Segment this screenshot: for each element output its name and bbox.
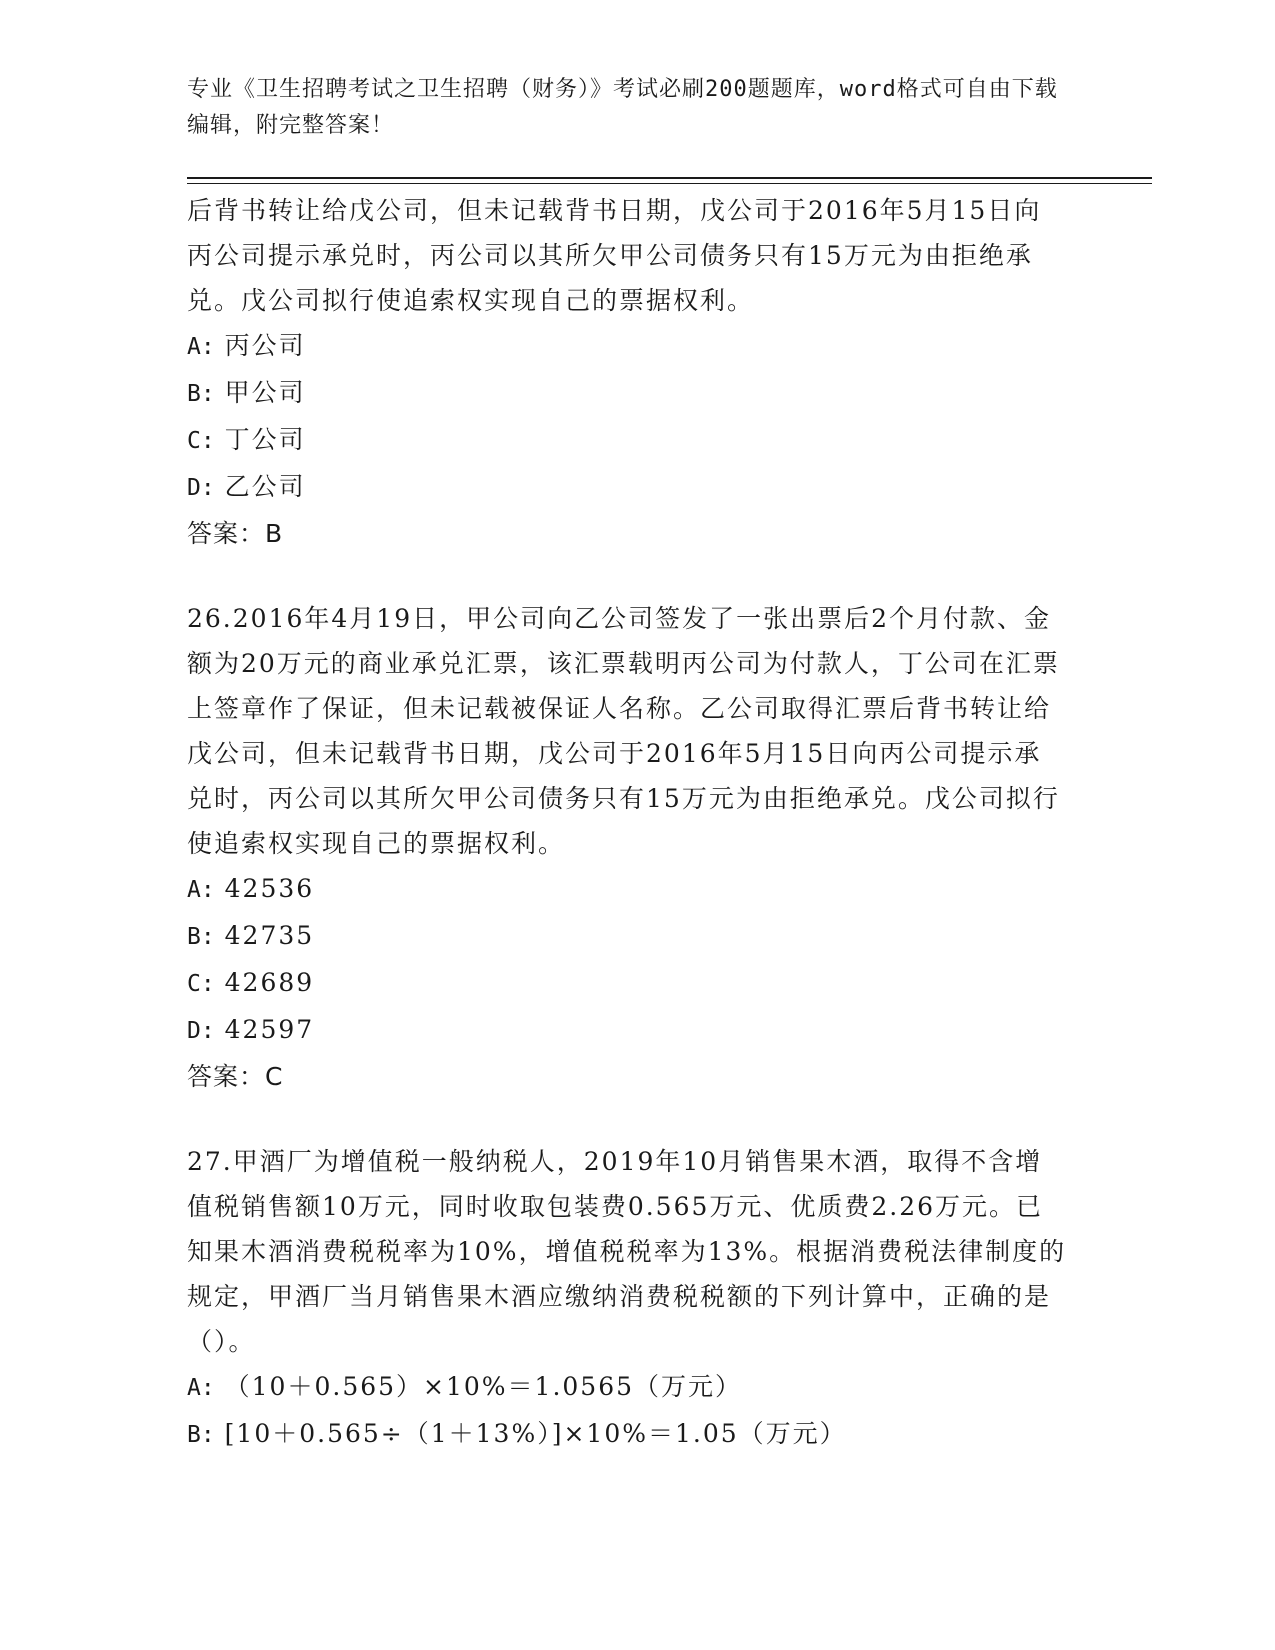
question-block xyxy=(187,188,1067,556)
option-a xyxy=(187,866,1067,913)
question-text: 后背书转让给戊公司，但未记载背书日期，戊公司于2016年5月15日向丙公司提示承兑时，丙公司以其所欠甲公司债务只有15万元为由拒绝承兑。戊公司拟行使追索权实现自己的票据权利。 xyxy=(187,196,1042,315)
option-label: B: xyxy=(187,924,215,950)
option-a xyxy=(187,323,1067,370)
option-text: 丙公司 xyxy=(224,331,306,360)
option-label: A: xyxy=(187,334,215,360)
option-d xyxy=(187,464,1067,511)
content xyxy=(187,188,1067,1458)
option-text: [10＋0.565÷（1＋13%）]×10%＝1.05（万元） xyxy=(224,1419,847,1448)
option-b xyxy=(187,913,1067,960)
spacer xyxy=(187,556,1067,596)
option-text: 甲公司 xyxy=(224,378,306,407)
header-rule-thin xyxy=(187,183,1152,184)
option-label: D: xyxy=(187,1018,215,1044)
question-text: 27.甲酒厂为增值税一般纳税人，2019年10月销售果木酒，取得不含增值税销售额10万元，同时收取包装费0.565万元、优质费2.26万元。已知果木酒消费税税率为10%，增值税税率为13%。根据消费税法律制度的规定，甲酒厂当月销售果木酒应缴纳消费税税额的下列计算中，正确的是（）。 xyxy=(187,1147,1067,1356)
option-label: D: xyxy=(187,475,215,501)
option-text: 42735 xyxy=(224,921,315,950)
header-rule-thick xyxy=(187,177,1152,179)
option-label: C: xyxy=(187,428,215,454)
question-text: 26.2016年4月19日，甲公司向乙公司签发了一张出票后2个月付款、金额为20万元的商业承兑汇票，该汇票载明丙公司为付款人，丁公司在汇票上签章作了保证，但未记载被保证人名称。乙公司取得汇票后背书转让给戊公司，但未记载背书日期，戊公司于2016年5月15日向丙公司提示承兑时，丙公司以其所欠甲公司债务只有15万元为由拒绝承兑。戊公司拟行使追索权实现自己的票据权利。 xyxy=(187,604,1060,858)
answer: 答案：C xyxy=(187,1062,284,1091)
option-label: A: xyxy=(187,1375,215,1401)
option-a xyxy=(187,1364,1067,1411)
option-text: 42536 xyxy=(224,874,315,903)
option-text: （10＋0.565）×10%＝1.0565（万元） xyxy=(224,1372,743,1401)
option-text: 丁公司 xyxy=(224,425,306,454)
option-label: B: xyxy=(187,1422,215,1448)
option-text: 42689 xyxy=(224,968,315,997)
option-d xyxy=(187,1007,1067,1054)
option-b xyxy=(187,370,1067,417)
option-label: C: xyxy=(187,971,215,997)
option-text: 42597 xyxy=(224,1015,315,1044)
option-b xyxy=(187,1411,1067,1458)
option-c xyxy=(187,417,1067,464)
page-header: 专业《卫生招聘考试之卫生招聘（财务）》考试必刷200题题库，word格式可自由下载编辑，附完整答案！ xyxy=(187,77,1058,138)
option-label: A: xyxy=(187,877,215,903)
option-label: B: xyxy=(187,381,215,407)
question-block xyxy=(187,596,1067,1099)
spacer xyxy=(187,1099,1067,1139)
option-c xyxy=(187,960,1067,1007)
question-block xyxy=(187,1139,1067,1458)
answer: 答案：B xyxy=(187,519,284,548)
option-text: 乙公司 xyxy=(224,472,306,501)
